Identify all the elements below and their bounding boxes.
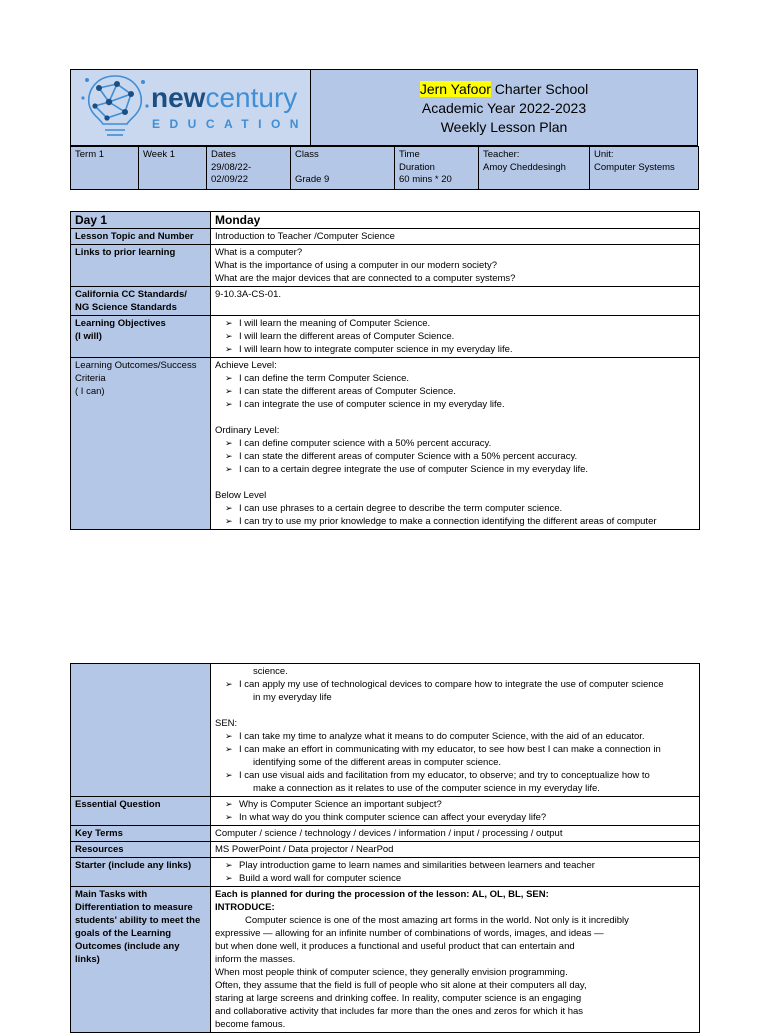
list-item: ➢ I can use phrases to a certain degree to describe the term computer science. <box>215 502 695 515</box>
topic-value: Introduction to Teacher /Computer Science <box>211 229 700 245</box>
day-name: Monday <box>211 212 700 229</box>
school-name: Jern Yafoor Charter School <box>419 80 589 97</box>
links-value: What is a computer? What is the importance of using a computer in our modern society? What are the major devices that are connected to a computer systems? <box>211 245 700 287</box>
list-item: ➢ I will learn the meaning of Computer Science. <box>215 317 695 330</box>
main-tasks-heading: Each is planned for during the procession of the lesson: AL, OL, BL, SEN: <box>215 889 549 900</box>
introduce-heading: INTRODUCE: <box>215 902 275 913</box>
resources-value: MS PowerPoint / Data projector / NearPod <box>211 842 700 858</box>
list-item: ➢ I can take my time to analyze what it means to do computer Science, with the aid of an educator. <box>215 730 695 743</box>
list-item: ➢ Play introduction game to learn names and similarities between learners and teacher <box>215 859 695 872</box>
teacher-cell: Teacher: Amoy Cheddesingh <box>479 147 590 190</box>
header-title-block <box>311 70 697 145</box>
list-item: ➢ I can use visual aids and facilitation from my educator, to observe; and try to conceptualize how to <box>215 769 695 782</box>
links-label: Links to prior learning <box>71 245 211 287</box>
day-plan-continued-table <box>70 663 700 1033</box>
key-terms-label: Key Terms <box>71 826 211 842</box>
lesson-info-table <box>70 146 699 190</box>
unit-cell: Unit: Computer Systems <box>590 147 699 190</box>
list-item: ➢ I can make an effort in communicating with my educator, to see how best I can make a connection in <box>215 743 695 756</box>
standards-label: California CC Standards/ NG Science Standards <box>71 287 211 316</box>
logo-panel <box>71 70 311 145</box>
ordinary-title: Ordinary Level: <box>215 425 280 436</box>
school-name-highlight: Jern Yafoor <box>419 80 491 97</box>
sen-title: SEN: <box>215 718 238 729</box>
lesson-plan-header <box>70 69 698 146</box>
class-cell: Class Grade 9 <box>291 147 395 190</box>
list-item: ➢ I can define computer science with a 50% percent accuracy. <box>215 437 695 450</box>
below-title: Below Level <box>215 490 267 501</box>
list-item: ➢ I can try to use my prior knowledge to make a connection identifying the different areas of computer <box>215 515 695 528</box>
standards-value: 9-10.3A-CS-01. <box>211 287 700 316</box>
list-item: ➢ I can apply my use of technological devices to compare how to integrate the use of computer science <box>215 678 695 691</box>
list-item: ➢ I will learn how to integrate computer science in my everyday life. <box>215 343 695 356</box>
logo-wordmark: newcentury <box>151 82 298 113</box>
objectives-label: Learning Objectives (I will) <box>71 316 211 358</box>
essential-question-label: Essential Question <box>71 797 211 826</box>
objectives-value <box>211 316 700 358</box>
new-century-logo-icon <box>79 72 151 142</box>
starter-value <box>211 858 700 887</box>
list-item: ➢ I can integrate the use of computer science in my everyday life. <box>215 398 695 411</box>
list-item: ➢ Build a word wall for computer science <box>215 872 695 885</box>
essential-question-value <box>211 797 700 826</box>
list-item: ➢ In what way do you think computer science can affect your everyday life? <box>215 811 695 824</box>
resources-label: Resources <box>71 842 211 858</box>
list-item: ➢ Why is Computer Science an important subject? <box>215 798 695 811</box>
key-terms-value: Computer / science / technology / devices / information / input / processing / output <box>211 826 700 842</box>
list-item: ➢ I can define the term Computer Science. <box>215 372 695 385</box>
list-item: ➢ I will learn the different areas of Computer Science. <box>215 330 695 343</box>
starter-label: Starter (include any links) <box>71 858 211 887</box>
topic-label: Lesson Topic and Number <box>71 229 211 245</box>
outcomes-label-continued <box>71 664 211 797</box>
day-label: Day 1 <box>71 212 211 229</box>
achieve-title: Achieve Level: <box>215 360 277 371</box>
plan-title: Weekly Lesson Plan <box>440 118 568 135</box>
outcomes-value-continued: science. ➢ I can apply my use of technological devices to compare how to integrate the use of computer science in my everyday life SEN: ➢ I can take my time to analyze what it means to do computer Science, with the aid of an educator. ➢ I can make an effort in communicating with my educator, to see how best I can make a connection in identifying some of the different areas in computer science. ➢ I can use visual aids and facilitation from my educator, to observe; and try to conceptualize how to make a connection as it relates to use of the computer science in my everyday life. <box>211 664 700 797</box>
dates-cell: Dates 29/08/22- 02/09/22 <box>207 147 291 190</box>
outcomes-value <box>211 358 700 530</box>
day-plan-table <box>70 211 700 530</box>
logo-subtitle: EDUCATION <box>152 117 308 131</box>
list-item: ➢ I can to a certain degree integrate the use of computer Science in my everyday life. <box>215 463 695 476</box>
outcomes-label: Learning Outcomes/Success Criteria ( I can) <box>71 358 211 530</box>
main-tasks-label: Main Tasks with Differentiation to measure students' ability to meet the goals of the Learning Outcomes (include any links) <box>71 887 211 1033</box>
time-cell: Time Duration 60 mins * 20 <box>395 147 479 190</box>
list-item: ➢ I can state the different areas of Computer Science. <box>215 385 695 398</box>
week-cell: Week 1 <box>139 147 207 190</box>
main-tasks-value: Each is planned for during the procession of the lesson: AL, OL, BL, SEN: INTRODUCE: Computer science is one of the most amazing art forms in the world. Not only is it incredibly expressive — allowing for an infinite number of combinations of words, images, and ideas — but when done well, it produces a functional and useful product that can entertain and inform the masses. When most people think of computer science, they generally envision programming. Often, they assume that the field is full of people who sit alone at their computers all day, staring at large screens and drinking coffee. In reality, computer science is an engaging and collaborative activity that includes far more than the ones and zeros for which it has become famous. <box>211 887 700 1033</box>
list-item: ➢ I can state the different areas of computer Science with a 50% percent accuracy. <box>215 450 695 463</box>
academic-year: Academic Year 2022-2023 <box>421 99 587 116</box>
term-cell: Term 1 <box>71 147 139 190</box>
